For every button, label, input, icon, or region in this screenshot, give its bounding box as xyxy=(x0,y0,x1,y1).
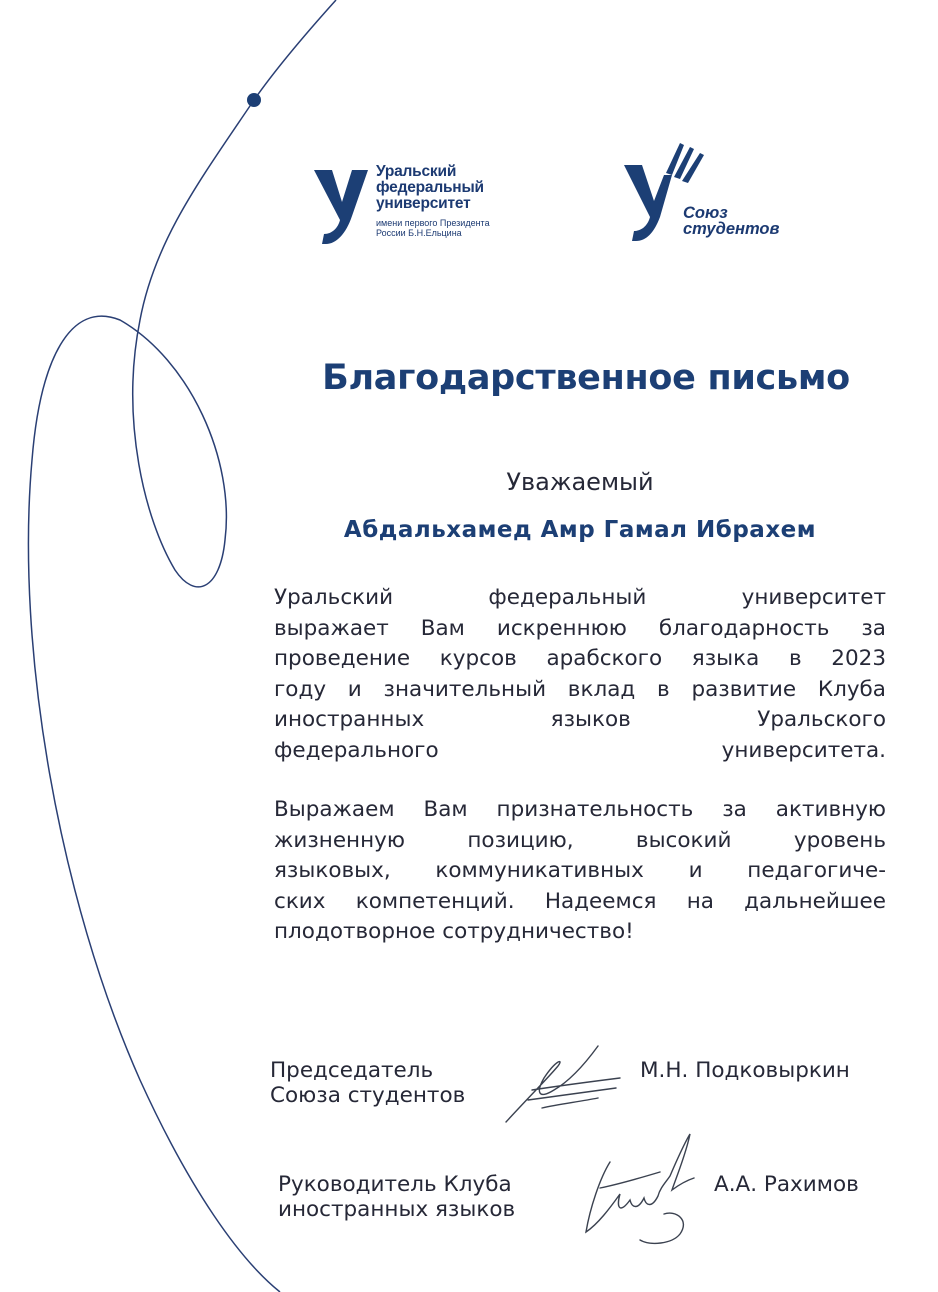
student-union-logo xyxy=(620,135,820,245)
urfu-subtitle-line: России Б.Н.Ельцина xyxy=(376,228,462,238)
letter-title: Благодарственное письмо xyxy=(322,358,850,398)
urfu-name xyxy=(376,164,526,212)
paragraph-line: Выражаем Вам признательность за активную xyxy=(274,797,886,822)
signatory-role xyxy=(270,1058,465,1108)
urfu-logo xyxy=(312,160,522,250)
recipient-name: Абдальхамед Амр Гамал Ибрахем xyxy=(343,517,817,543)
signatory-role xyxy=(278,1172,515,1222)
student-union-name-line: Союз xyxy=(683,204,728,222)
paragraph-appreciation xyxy=(274,795,886,948)
urfu-name-line: Уральский xyxy=(376,163,457,180)
urfu-name-line: федеральный xyxy=(376,179,484,196)
signatory-name: М.Н. Подковыркин xyxy=(640,1058,850,1083)
paragraph-line: плодотворное сотрудничество! xyxy=(274,919,634,944)
signatory-role-line: Руководитель Клуба xyxy=(278,1172,512,1197)
signatory-role-line: Союза студентов xyxy=(270,1083,466,1108)
student-union-name-line: студентов xyxy=(683,220,780,238)
paragraph-line: иностранных языков Уральского xyxy=(274,707,886,732)
urfu-subtitle xyxy=(376,218,526,238)
urfu-u-icon xyxy=(312,164,370,244)
signatory-role-line: иностранных языков xyxy=(278,1197,516,1222)
paragraph-line: федерального университета. xyxy=(274,737,886,763)
paragraph-line: проведение курсов арабского языка в 2023 xyxy=(274,646,886,671)
signatory-role-line: Председатель xyxy=(270,1058,434,1083)
salutation: Уважаемый xyxy=(506,468,654,496)
handwritten-signature-1 xyxy=(498,1038,628,1128)
urfu-subtitle-line: имени первого Президента xyxy=(376,218,490,228)
paragraph-line: Уральский федеральный университет xyxy=(274,585,886,610)
paragraph-line: году и значительный вклад в развитие Клуба xyxy=(274,676,886,702)
student-union-name xyxy=(683,205,803,237)
paragraph-line: ских компетенций. Надеемся на дальнейшее xyxy=(274,888,886,914)
urfu-name-line: университет xyxy=(376,195,471,212)
handwritten-signature-2 xyxy=(580,1128,710,1258)
paragraph-line: выражает Вам искреннюю благодарность за xyxy=(274,615,886,641)
paragraph-line: языковых, коммуникативных и педагогиче- xyxy=(274,858,886,883)
paragraph-line: жизненную позицию, высокий уровень xyxy=(274,827,886,853)
signatory-name: А.А. Рахимов xyxy=(714,1172,859,1197)
paragraph-gratitude xyxy=(274,583,886,766)
